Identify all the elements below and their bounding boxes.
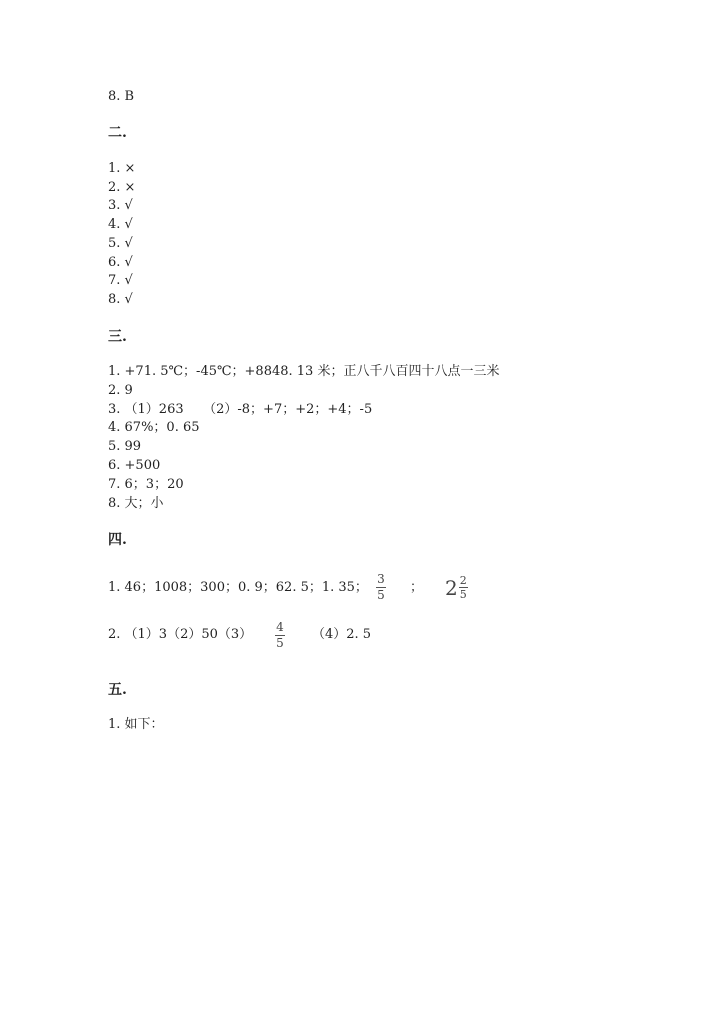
answer-line: 8. 大；小 xyxy=(108,496,164,511)
answer-line: 6. +500 xyxy=(108,458,161,473)
fraction-numerator: 4 xyxy=(276,620,284,634)
answer-line: 2. 9 xyxy=(108,383,133,398)
fraction-numerator: 2 xyxy=(459,574,467,587)
section-heading-3: 三. xyxy=(108,329,127,345)
answer-line: 4. 67%；0. 65 xyxy=(108,420,200,435)
answer-line: 4. √ xyxy=(108,217,133,232)
mixed-number-whole: 2 xyxy=(445,575,458,600)
mixed-number-fraction xyxy=(459,575,468,600)
fraction xyxy=(275,621,285,650)
section-heading-2: 二. xyxy=(108,125,127,141)
answer-line: 3. （1）263 （2）-8；+7；+2；+4；-5 xyxy=(108,402,373,417)
answer-line: 2. （1）3（2）50（3） xyxy=(108,627,253,642)
separator: ； xyxy=(410,580,424,595)
answer-line: 8. B xyxy=(108,89,135,104)
mixed-number xyxy=(445,575,468,600)
answer-line-tail: （4）2. 5 xyxy=(312,627,372,642)
section-heading-4: 四. xyxy=(108,532,127,548)
fraction-denominator: 5 xyxy=(459,588,467,601)
fraction xyxy=(376,573,386,602)
answer-line: 1. +71. 5℃；-45℃；+8848. 13 米；正八千八百四十八点一三米 xyxy=(108,364,500,379)
answer-line: 8. √ xyxy=(108,292,133,307)
fraction-numerator: 3 xyxy=(377,572,385,586)
answer-line: 1. 如下： xyxy=(108,717,164,732)
answer-line: 1. × xyxy=(108,161,136,176)
answer-line: 5. √ xyxy=(108,236,133,251)
answer-line: 5. 99 xyxy=(108,439,142,454)
fraction-denominator: 5 xyxy=(377,588,385,602)
answer-line: 7. 6；3；20 xyxy=(108,477,184,492)
answer-line: 2. × xyxy=(108,180,136,195)
fraction-denominator: 5 xyxy=(276,636,284,650)
answer-line: 1. 46；1008；300；0. 9；62. 5；1. 35； xyxy=(108,580,368,595)
answer-line: 6. √ xyxy=(108,255,133,270)
answer-line: 7. √ xyxy=(108,273,133,288)
answer-line: 3. √ xyxy=(108,198,133,213)
section-heading-5: 五. xyxy=(108,682,127,698)
